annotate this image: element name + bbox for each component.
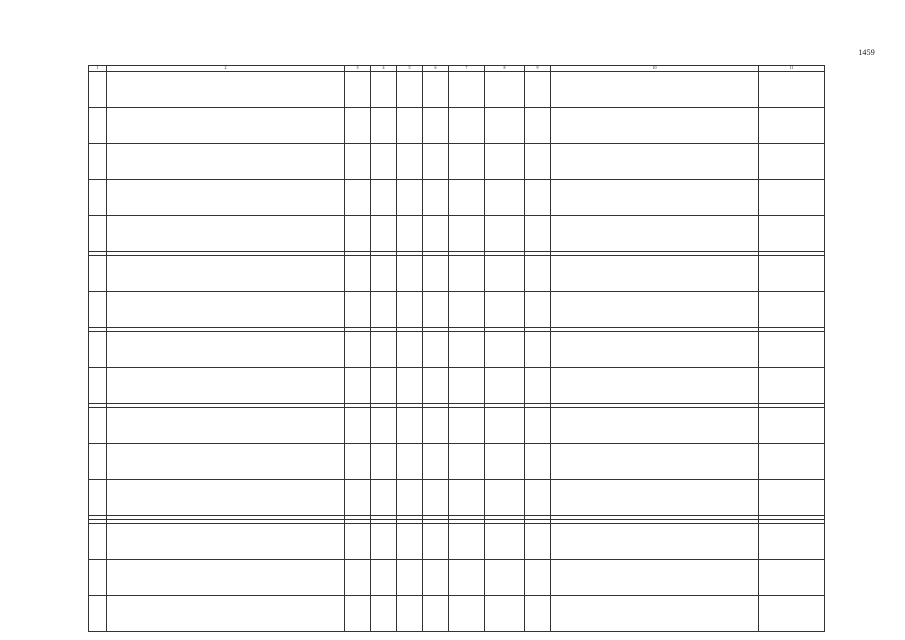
table-cell: [449, 216, 485, 252]
table-cell: [423, 108, 449, 144]
table-row: [89, 444, 825, 480]
table-cell: [525, 408, 551, 444]
table-cell: [107, 524, 345, 560]
table-cell: [345, 368, 371, 404]
table-cell: [551, 596, 759, 632]
table-cell: [423, 444, 449, 480]
table-cell: [449, 256, 485, 292]
table-cell: [107, 596, 345, 632]
table-cell: [551, 108, 759, 144]
table-cell: [397, 332, 423, 368]
table-cell: [485, 292, 525, 328]
table-cell: [485, 180, 525, 216]
table-cell: [107, 560, 345, 596]
table-cell: [423, 144, 449, 180]
table-cell: [89, 524, 107, 560]
table-cell: [345, 216, 371, 252]
table-cell: [759, 144, 825, 180]
table-cell: [371, 524, 397, 560]
table-cell: [107, 292, 345, 328]
table-cell: [89, 180, 107, 216]
table-cell: [551, 144, 759, 180]
table-cell: [423, 180, 449, 216]
table-cell: [551, 180, 759, 216]
table-cell: [107, 368, 345, 404]
table-row: [89, 408, 825, 444]
table-row: [89, 524, 825, 560]
table-cell: [525, 144, 551, 180]
table-cell: [107, 216, 345, 252]
table-cell: [759, 332, 825, 368]
table-cell: [371, 480, 397, 516]
table-cell: [449, 444, 485, 480]
table-cell: [107, 332, 345, 368]
table-cell: [89, 72, 107, 108]
table-cell: [371, 368, 397, 404]
table-cell: [423, 408, 449, 444]
table-cell: [759, 72, 825, 108]
table-cell: [397, 216, 423, 252]
table-cell: [449, 560, 485, 596]
table-cell: [89, 480, 107, 516]
table-cell: [89, 108, 107, 144]
column-header: 5: [397, 66, 423, 72]
table-cell: [107, 108, 345, 144]
table-cell: [371, 72, 397, 108]
table-cell: [551, 256, 759, 292]
table-cell: [371, 596, 397, 632]
table-cell: [89, 144, 107, 180]
table-row: [89, 596, 825, 632]
table-cell: [345, 596, 371, 632]
column-header: 7: [449, 66, 485, 72]
table-cell: [551, 332, 759, 368]
table-cell: [397, 596, 423, 632]
table-cell: [485, 480, 525, 516]
table-cell: [345, 480, 371, 516]
table-cell: [525, 216, 551, 252]
table-cell: [107, 480, 345, 516]
table-cell: [525, 480, 551, 516]
table-cell: [525, 332, 551, 368]
table-cell: [551, 560, 759, 596]
table-cell: [759, 216, 825, 252]
table-cell: [759, 292, 825, 328]
table-cell: [485, 216, 525, 252]
table-cell: [371, 144, 397, 180]
table-cell: [551, 480, 759, 516]
table-cell: [485, 444, 525, 480]
table-cell: [449, 72, 485, 108]
table-cell: [485, 144, 525, 180]
table-cell: [371, 180, 397, 216]
table-cell: [371, 108, 397, 144]
table-cell: [551, 368, 759, 404]
table-cell: [449, 108, 485, 144]
column-header: 4: [371, 66, 397, 72]
table-cell: [397, 368, 423, 404]
table-cell: [759, 180, 825, 216]
table-cell: [485, 524, 525, 560]
column-header: 9: [525, 66, 551, 72]
table-cell: [371, 408, 397, 444]
table-cell: [107, 256, 345, 292]
table-cell: [525, 524, 551, 560]
table-cell: [423, 216, 449, 252]
table-cell: [759, 524, 825, 560]
table-row: [89, 480, 825, 516]
table-cell: [759, 108, 825, 144]
table-row: [89, 560, 825, 596]
table-cell: [371, 332, 397, 368]
table-cell: [485, 332, 525, 368]
table-cell: [551, 444, 759, 480]
table-cell: [345, 408, 371, 444]
table-cell: [551, 524, 759, 560]
table-cell: [89, 368, 107, 404]
table-cell: [551, 72, 759, 108]
table-cell: [397, 292, 423, 328]
table-cell: [485, 368, 525, 404]
table-cell: [449, 368, 485, 404]
table-cell: [485, 108, 525, 144]
table-cell: [397, 444, 423, 480]
table-cell: [449, 332, 485, 368]
table-cell: [525, 108, 551, 144]
table-cell: [345, 72, 371, 108]
table-cell: [345, 144, 371, 180]
column-header: 3: [345, 66, 371, 72]
table-cell: [485, 408, 525, 444]
table-row: [89, 144, 825, 180]
table-row: [89, 332, 825, 368]
table-cell: [759, 560, 825, 596]
table-row: [89, 292, 825, 328]
table-cell: [89, 332, 107, 368]
table-cell: [525, 292, 551, 328]
page-number: 1459: [858, 48, 875, 57]
table-cell: [423, 480, 449, 516]
table-cell: [397, 480, 423, 516]
table-cell: [485, 256, 525, 292]
table-cell: [89, 408, 107, 444]
table-cell: [485, 560, 525, 596]
table-cell: [423, 256, 449, 292]
table-cell: [485, 72, 525, 108]
table-cell: [423, 332, 449, 368]
table-cell: [525, 560, 551, 596]
table-cell: [345, 560, 371, 596]
table-cell: [345, 108, 371, 144]
table-cell: [89, 216, 107, 252]
table-cell: [107, 408, 345, 444]
table-cell: [107, 72, 345, 108]
table-cell: [397, 256, 423, 292]
table-cell: [759, 444, 825, 480]
column-header: 10: [551, 66, 759, 72]
table-cell: [371, 216, 397, 252]
table-cell: [423, 560, 449, 596]
table-row: [89, 368, 825, 404]
table-cell: [449, 524, 485, 560]
column-header: 8: [485, 66, 525, 72]
table-cell: [759, 256, 825, 292]
table-cell: [423, 72, 449, 108]
program-table: [88, 65, 825, 632]
table-cell: [525, 180, 551, 216]
table-cell: [371, 560, 397, 596]
table-cell: [371, 256, 397, 292]
table-cell: [345, 180, 371, 216]
table-cell: [89, 596, 107, 632]
table-cell: [449, 180, 485, 216]
table-cell: [423, 524, 449, 560]
table-cell: [89, 256, 107, 292]
table-cell: [397, 180, 423, 216]
table-cell: [525, 368, 551, 404]
column-header: 1: [89, 66, 107, 72]
table-cell: [759, 596, 825, 632]
table-cell: [397, 560, 423, 596]
table-cell: [423, 292, 449, 328]
table-cell: [371, 292, 397, 328]
table-cell: [485, 596, 525, 632]
table-cell: [525, 72, 551, 108]
table-cell: [397, 144, 423, 180]
table-cell: [449, 596, 485, 632]
table-cell: [759, 368, 825, 404]
table-row: [89, 180, 825, 216]
table-cell: [397, 108, 423, 144]
table-cell: [449, 480, 485, 516]
table-cell: [89, 292, 107, 328]
table-cell: [423, 368, 449, 404]
table-cell: [551, 408, 759, 444]
table-cell: [107, 444, 345, 480]
table-cell: [345, 256, 371, 292]
table-cell: [397, 524, 423, 560]
column-header: 6: [423, 66, 449, 72]
table-cell: [397, 408, 423, 444]
table-cell: [551, 292, 759, 328]
table-cell: [371, 444, 397, 480]
table-cell: [449, 144, 485, 180]
table-row: [89, 256, 825, 292]
table-cell: [551, 216, 759, 252]
table-cell: [759, 480, 825, 516]
column-header: 2: [107, 66, 345, 72]
table-cell: [345, 444, 371, 480]
table-cell: [525, 444, 551, 480]
table-cell: [345, 524, 371, 560]
table-cell: [107, 144, 345, 180]
table-row: [89, 216, 825, 252]
table-row: [89, 108, 825, 144]
table-cell: [525, 596, 551, 632]
table-cell: [345, 292, 371, 328]
table-cell: [423, 596, 449, 632]
table-cell: [449, 408, 485, 444]
table-cell: [759, 408, 825, 444]
table-cell: [89, 560, 107, 596]
table-cell: [89, 444, 107, 480]
table-cell: [525, 256, 551, 292]
table-cell: [397, 72, 423, 108]
table-cell: [345, 332, 371, 368]
table-row: [89, 72, 825, 108]
table-cell: [107, 180, 345, 216]
column-header: 11: [759, 66, 825, 72]
table-cell: [449, 292, 485, 328]
